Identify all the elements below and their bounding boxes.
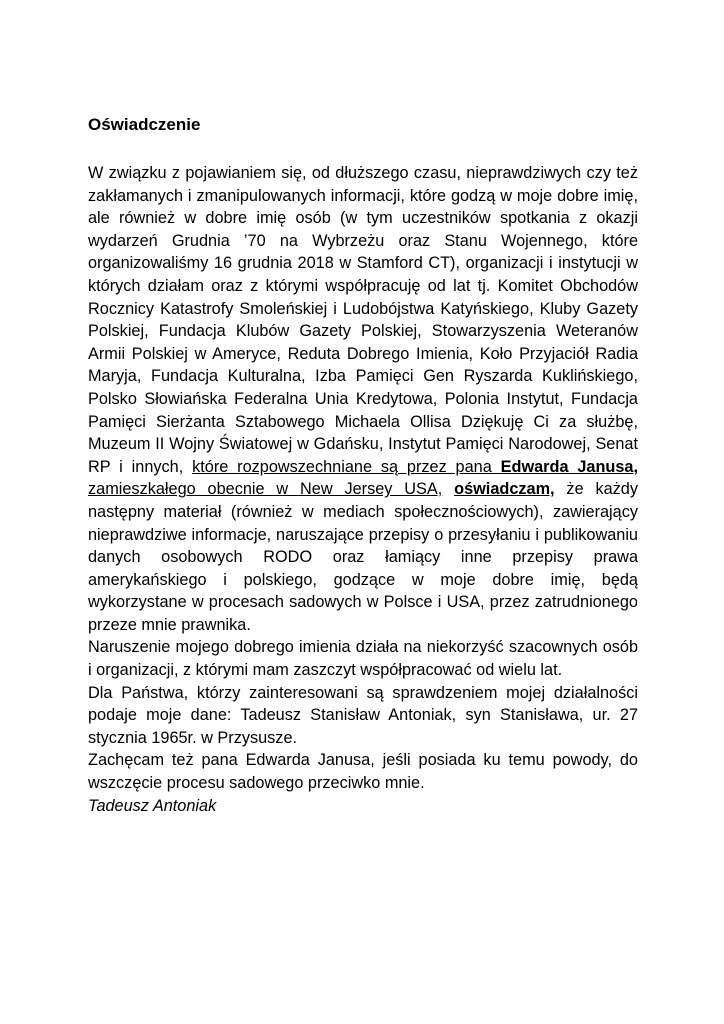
document-body [88,162,638,817]
encouragement-paragraph: Zachęcam też pana Edwarda Janusa, jeśli posiada ku temu powody, do wszczęcie procesu sadowego przeciwko mnie. [88,751,638,793]
document-title: Oświadczenie [88,115,201,134]
statement-intro-text: W związku z pojawianiem się, od dłuższego czasu, nieprawdziwych czy też zakłamanych i zmanipulowanych informacji, które godzą w moje dobre imię, ale również w dobre imię osób (w tym uczestników spotkania z okazji wydarzeń Grudnia ’70 na Wybrzeżu oraz Stanu Wojennego, które organizowaliśmy 16 grudnia 2018 w Stamford CT), organizacji i instytucji w których działam oraz z którymi współpracuję od lat tj. Komitet Obchodów Rocznicy Katastrofy Smoleńskiej i Ludobójstwa Katyńskiego, Kluby Gazety Polskiej, Fundacja Klubów Gazety Polskiej, Stowarzyszenia Weteranów Armii Polskiej w Ameryce, Reduta Dobrego Imienia, Koło Przyjaciół Radia Maryja, Fundacja Kulturalna, Izba Pamięci Gen Ryszarda Kuklińskiego, Polsko Słowiańska Federalna Unia Kredytowa, Polonia Instytut, Fundacja Pamięci Sierżanta Sztabowego Michaela Ollisa Dziękuję Ci za służbę, Muzeum II Wojny Światowej w Gdańsku, Instytut Pamięci Narodowej, Senat RP i innych, [88,164,638,476]
reputation-paragraph: Naruszenie mojego dobrego imienia działa na niekorzyść szacownych osób i organizacji, z którymi mam zaszczyt współpracować od wielu lat. [88,638,638,680]
underlined-text-end: zamieszkałego obecnie w New Jersey USA, [88,480,443,499]
named-person: Edwarda Janusa, [500,457,638,476]
personal-data-paragraph: Dla Państwa, którzy zainteresowani są sprawdzeniem mojej działalności podaje moje dane: Tadeusz Stanisław Antoniak, syn Stanisława, ur. 27 stycznia 1965r. w Przysusze. [88,683,638,747]
signature: Tadeusz Antoniak [88,796,217,815]
underlined-text-start: które rozpowszechniane są przez pana [192,457,501,476]
declaration-word: oświadczam, [454,480,555,499]
statement-body-text: że każdy następny materiał (również w mediach społecznościowych), zawierający nieprawdziwe informacje, naruszające przepisy o przesyłaniu i publikowaniu danych osobowych RODO oraz łamiący inne przepisy prawa amerykańskiego i polskiego, godzące w moje dobre imię, będą wykorzystane w procesach sadowych w Polsce i USA, przez zatrudnionego przeze mnie prawnika. [88,480,639,634]
spacer-text [442,480,454,498]
statement-paragraph [88,162,638,636]
